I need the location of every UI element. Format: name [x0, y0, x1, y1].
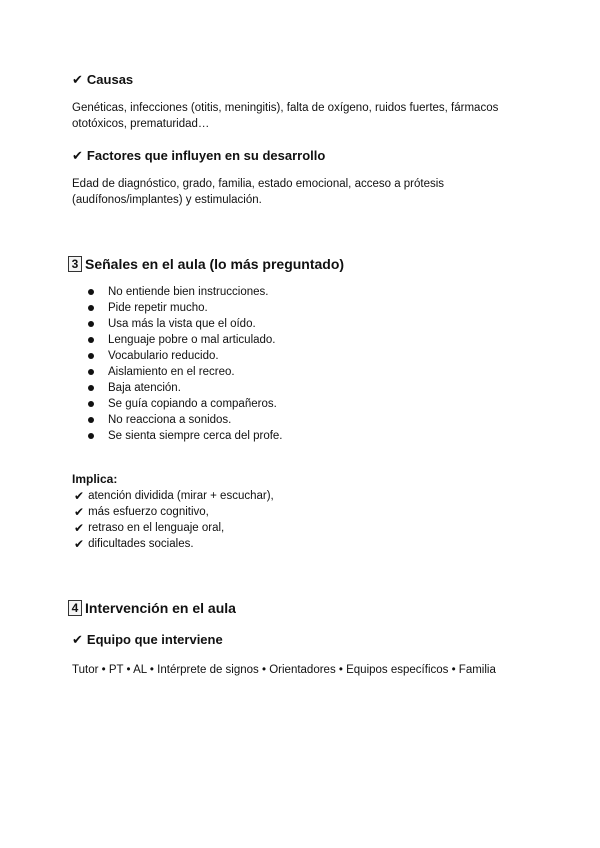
list-item-text: Pide repetir mucho.: [108, 302, 208, 314]
factores-heading-text: Factores que influyen en su desarrollo: [86, 148, 326, 163]
equipo-heading: [72, 632, 223, 648]
list-item: [88, 300, 283, 316]
bullet-icon: [88, 337, 94, 343]
bullet-icon: [88, 401, 94, 407]
list-item-text: Aislamiento en el recreo.: [108, 366, 235, 378]
signals-list: [88, 284, 283, 444]
list-item-text: Baja atención.: [108, 382, 181, 394]
check-mark-icon: ✔: [74, 537, 85, 551]
section-3-heading: [68, 256, 344, 272]
list-item: [88, 412, 283, 428]
list-item: [88, 316, 283, 332]
list-item-text: No entiende bien instrucciones.: [108, 286, 269, 298]
list-item-text: dificultades sociales.: [88, 538, 194, 550]
equipo-text: Tutor • PT • AL • Intérprete de signos • Orientadores • Equipos específicos • Familia: [72, 664, 496, 676]
list-item-text: No reacciona a sonidos.: [108, 414, 232, 426]
list-item-text: Usa más la vista que el oído.: [108, 318, 256, 330]
list-item: [88, 332, 283, 348]
section-4-heading: [68, 600, 236, 616]
causas-heading: [72, 72, 133, 88]
list-item: [74, 488, 274, 504]
bullet-icon: [88, 385, 94, 391]
bullet-icon: [88, 417, 94, 423]
implica-list: [74, 488, 274, 552]
equipo-heading-text: Equipo que interviene: [86, 632, 223, 647]
list-item-text: Se sienta siempre cerca del profe.: [108, 430, 283, 442]
list-item-text: retraso en el lenguaje oral,: [88, 522, 225, 534]
section-3-title: Señales en el aula (lo más preguntado): [85, 256, 345, 272]
list-item-text: Vocabulario reducido.: [108, 350, 219, 362]
list-item: [88, 396, 283, 412]
bullet-icon: [88, 321, 94, 327]
list-item: [74, 504, 274, 520]
check-mark-icon: ✔: [74, 521, 85, 535]
bullet-icon: [88, 369, 94, 375]
list-item-text: más esfuerzo cognitivo,: [88, 506, 209, 518]
bullet-icon: [88, 289, 94, 295]
bullet-icon: [88, 353, 94, 359]
section-4-title: Intervención en el aula: [85, 600, 236, 616]
list-item: [74, 536, 274, 552]
factores-text: Edad de diagnóstico, grado, familia, estado emocional, acceso a prótesis (audífonos/implantes) y estimulación.: [72, 178, 445, 206]
list-item-text: atención dividida (mirar + escuchar),: [88, 490, 274, 502]
list-item: [88, 380, 283, 396]
bullet-icon: [88, 433, 94, 439]
list-item: [88, 284, 283, 300]
list-item: [74, 520, 274, 536]
section-number-box: 4: [68, 600, 82, 616]
causas-heading-text: Causas: [86, 72, 134, 87]
check-mark-icon: ✔: [74, 489, 85, 503]
check-mark-icon: ✔: [74, 505, 85, 519]
list-item: [88, 428, 283, 444]
causas-text: Genéticas, infecciones (otitis, meningitis), falta de oxígeno, ruidos fuertes, fármacos ototóxicos, prematuridad…: [72, 102, 499, 130]
list-item: [88, 364, 283, 380]
list-item-text: Lenguaje pobre o mal articulado.: [108, 334, 276, 346]
list-item: [88, 348, 283, 364]
check-mark-icon: ✔: [72, 73, 83, 88]
implica-label: Implica:: [72, 472, 118, 486]
check-mark-icon: ✔: [72, 633, 83, 648]
section-number-box: 3: [68, 256, 82, 272]
list-item-text: Se guía copiando a compañeros.: [108, 398, 277, 410]
bullet-icon: [88, 305, 94, 311]
factores-heading: [72, 148, 325, 164]
check-mark-icon: ✔: [72, 149, 83, 164]
